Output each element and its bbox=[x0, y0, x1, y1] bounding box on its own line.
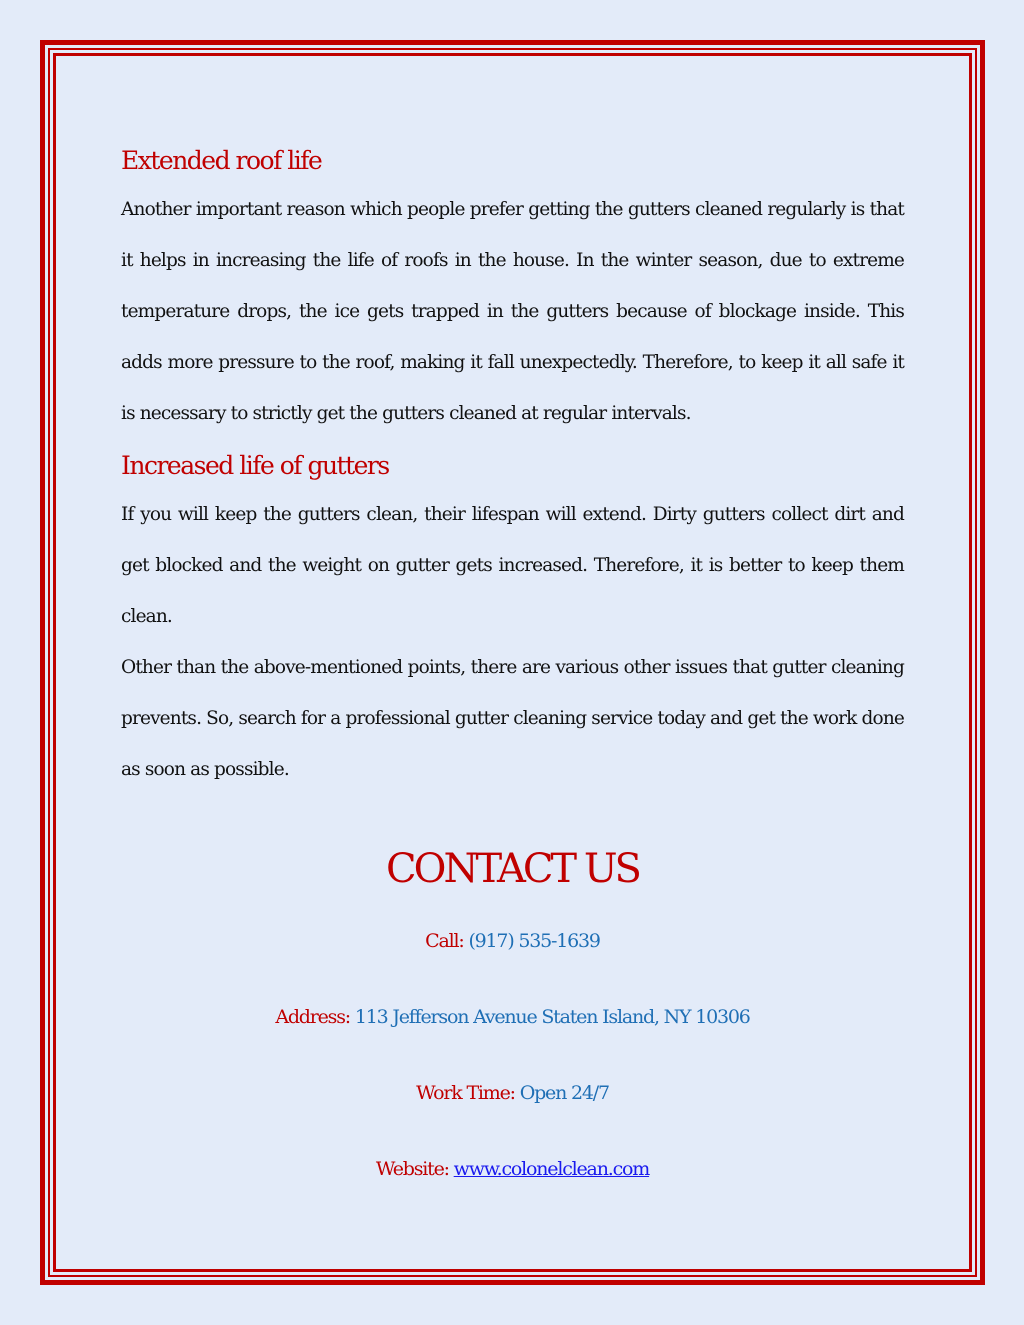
contact-address bbox=[53, 1006, 972, 1028]
work-time-value: Open 24/7 bbox=[519, 1082, 609, 1104]
call-label: Call: bbox=[425, 930, 464, 952]
address-label: Address: bbox=[275, 1006, 350, 1028]
article-body bbox=[121, 138, 904, 795]
address-value: 113 Jefferson Avenue Staten Island, NY 10306 bbox=[354, 1006, 750, 1028]
contact-work-time bbox=[53, 1082, 972, 1104]
contact-call bbox=[53, 930, 972, 952]
call-phone-number[interactable]: (917) 535-1639 bbox=[468, 930, 600, 952]
contact-title: CONTACT US bbox=[386, 846, 639, 892]
section-heading-roof-life: Extended roof life bbox=[121, 146, 322, 175]
section-heading-gutter-life: Increased life of gutters bbox=[121, 451, 389, 480]
website-link[interactable]: www.colonelclean.com bbox=[453, 1158, 650, 1180]
section-body-gutter-life: If you will keep the gutters clean, their lifespan will extend. Dirty gutters collect dirt and get blocked and the weight on gutter gets increased. Therefore, it is better to keep them clean. bbox=[121, 504, 904, 627]
website-label: Website: bbox=[375, 1158, 449, 1180]
section-body-roof-life: Another important reason which people prefer getting the gutters cleaned regularly is that it helps in increasing the life of roofs in the house. In the winter season, due to extreme temperature drops, the ice gets trapped in the gutters because of blockage inside. This adds more pressure to the roof, making it fall unexpectedly. Therefore, to keep it all safe it is necessary to strictly get the gutters cleaned at regular intervals. bbox=[121, 199, 904, 424]
contact-website bbox=[53, 1158, 972, 1180]
closing-paragraph: Other than the above-mentioned points, there are various other issues that gutter cleaning prevents. So, search for a professional gutter cleaning service today and get the work done as soon as possible. bbox=[121, 657, 904, 780]
work-time-label: Work Time: bbox=[416, 1082, 515, 1104]
